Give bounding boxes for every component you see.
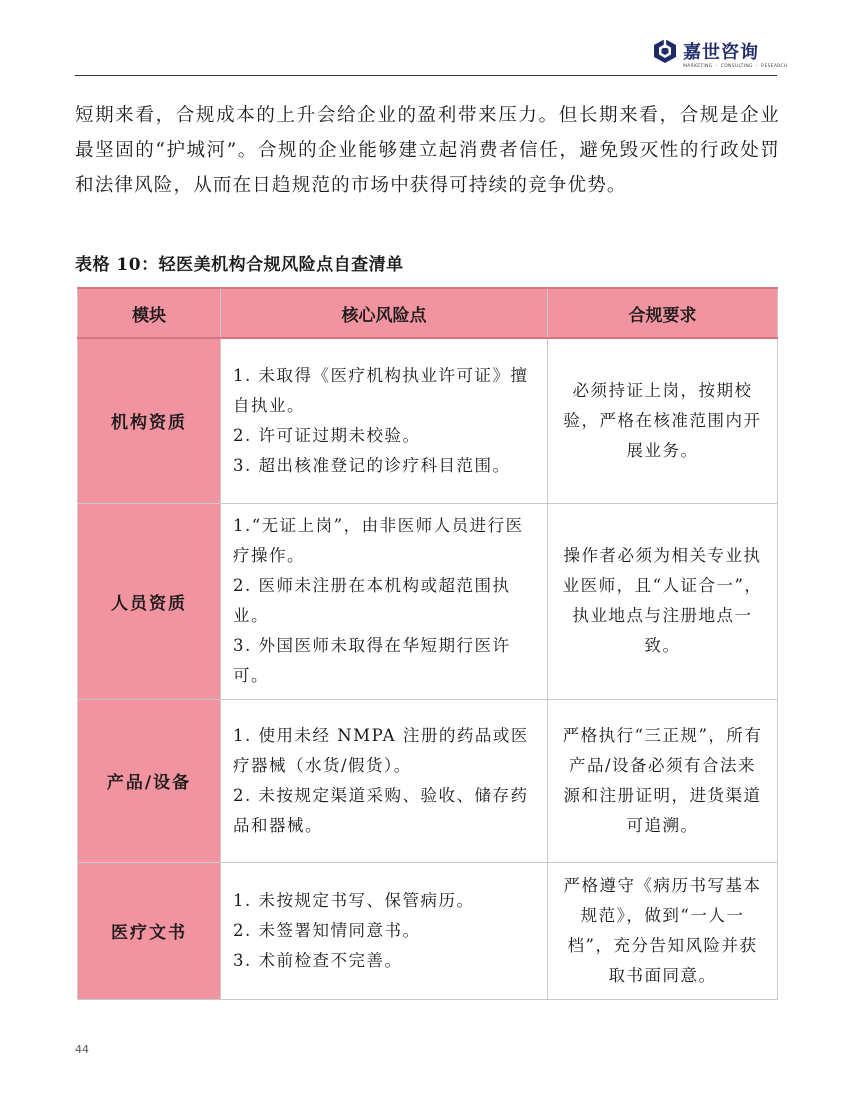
- module-cell: 医疗文书: [78, 862, 221, 999]
- page-number: 44: [75, 1043, 89, 1056]
- page-header: [75, 30, 788, 76]
- risks-cell: [221, 503, 548, 699]
- risk-item: 3. 超出核准登记的诊疗科目范围。: [233, 455, 511, 475]
- module-cell: 产品/设备: [78, 699, 221, 862]
- brand-logo: [652, 36, 788, 72]
- risks-cell: [221, 338, 548, 503]
- risks-cell: [221, 699, 548, 862]
- requirement-cell: 操作者必须为相关专业执业医师，且“人证合一”，执业地点与注册地点一致。: [548, 503, 778, 699]
- module-cell: 人员资质: [78, 503, 221, 699]
- risk-item: 1. 未按规定书写、保管病历。: [233, 890, 475, 910]
- table-row: [78, 338, 778, 503]
- risk-item: 2. 未按规定渠道采购、验收、储存药品和器械。: [233, 785, 529, 835]
- table-row: [78, 503, 778, 699]
- jiashi-logo-icon: [652, 38, 678, 64]
- requirement-cell: 严格遵守《病历书写基本规范》，做到“一人一档”，充分告知风险并获取书面同意。: [548, 862, 778, 999]
- header-module: 模块: [78, 288, 221, 338]
- header-requirement: 合规要求: [548, 288, 778, 338]
- table-row: [78, 862, 778, 999]
- risk-item: 3. 外国医师未取得在华短期行医许可。: [233, 636, 511, 685]
- risks-cell: [221, 862, 548, 999]
- table-caption: 表格 10：轻医美机构合规风险点自查清单: [75, 255, 404, 275]
- brand-tagline: MARKETING ・ CONSULTING ・ RESEARCH: [683, 64, 788, 69]
- risk-item: 2. 许可证过期未校验。: [233, 425, 421, 445]
- requirement-cell: 严格执行“三正规”，所有产品/设备必须有合法来源和注册证明，进货渠道可追溯。: [548, 699, 778, 862]
- risk-item: 1.“无证上岗”，由非医师人员进行医疗操作。: [233, 516, 524, 565]
- body-paragraph: 短期来看，合规成本的上升会给企业的盈利带来压力。但长期来看，合规是企业最坚固的“护城河”。合规的企业能够建立起消费者信任，避免毁灭性的行政处罚和法律风险，从而在日趋规范的市场中获得可持续的竞争优势。: [75, 105, 780, 196]
- requirement-cell: 必须持证上岗，按期校验，严格在核准范围内开展业务。: [548, 338, 778, 503]
- risk-item: 2. 未签署知情同意书。: [233, 920, 421, 940]
- risk-item: 1. 使用未经 NMPA 注册的药品或医疗器械（水货/假货）。: [233, 725, 529, 775]
- brand-name: 嘉世咨询: [683, 42, 759, 63]
- risk-item: 1. 未取得《医疗机构执业许可证》擅自执业。: [233, 365, 529, 415]
- header-risks: 核心风险点: [221, 288, 548, 338]
- header-divider: [75, 75, 777, 76]
- module-cell: 机构资质: [78, 338, 221, 503]
- table-row: [78, 699, 778, 862]
- risk-item: 2. 医师未注册在本机构或超范围执业。: [233, 576, 511, 625]
- risk-item: 3. 术前检查不完善。: [233, 950, 403, 970]
- risk-checklist-table: [77, 287, 778, 1000]
- table-header-row: [78, 288, 778, 338]
